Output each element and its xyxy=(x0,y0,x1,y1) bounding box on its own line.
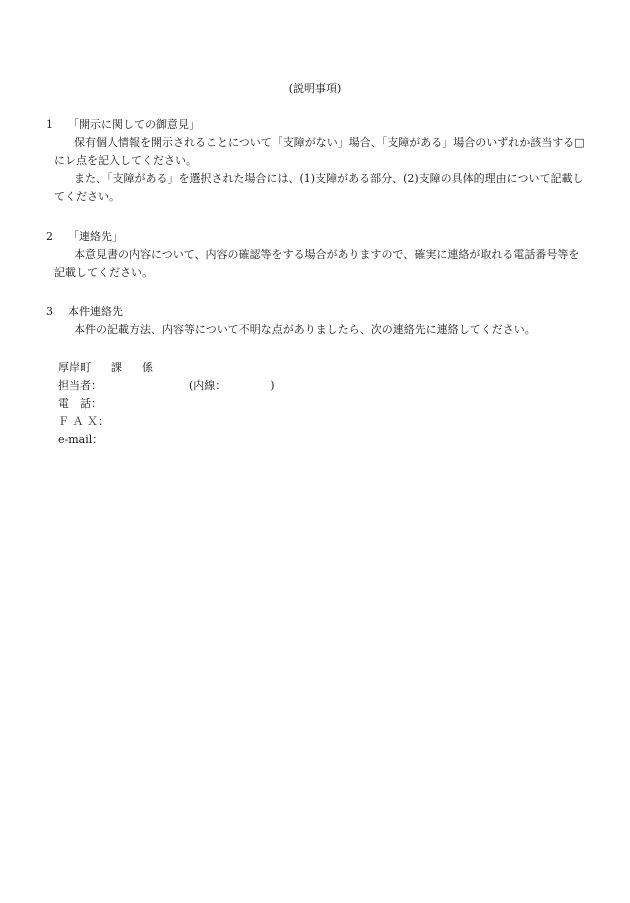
department-kakari: 係 xyxy=(142,361,153,374)
email-label: e-mail： xyxy=(58,433,104,446)
section-1-paragraph-2: また、「支障がある」を選択された場合には、(1)支障がある部分、(2)支障の具体的理由について記載してください。 xyxy=(54,172,584,203)
extension-label: (内線： xyxy=(189,379,227,392)
extension-close: ) xyxy=(270,379,275,392)
section-3-heading xyxy=(46,303,586,321)
section-3-paragraph-1: 本件の記載方法、内容等について不明な点がありましたら、次の連絡先に連絡してください。 xyxy=(74,323,536,336)
department-ka: 課 xyxy=(111,361,122,374)
contact-department-row xyxy=(58,359,153,377)
section-1 xyxy=(46,116,586,206)
contact-block xyxy=(58,359,275,449)
contact-fax-row xyxy=(58,413,153,431)
section-2-heading xyxy=(46,228,586,246)
section-1-paragraph-1: 保有個人情報を開示されることについて「支障がない」場合、「支障がある」場合のいずれか該当する□にレ点を記入してください。 xyxy=(54,136,585,167)
phone-label: 電 話： xyxy=(58,397,102,410)
section-3-number: 3 xyxy=(46,305,53,318)
section-1-number: 1 xyxy=(46,118,53,131)
contact-person-row xyxy=(58,377,275,395)
section-2-paragraph-1: 本意見書の内容について、内容の確認等をする場合がありますので、確実に連絡が取れる電話番号等を記載してください。 xyxy=(54,248,580,279)
page-title xyxy=(0,80,630,98)
fax-label: Ｆ Ａ Ｘ： xyxy=(58,415,109,428)
contact-phone-row xyxy=(58,395,153,413)
section-2-number: 2 xyxy=(46,230,53,243)
department-town: 厚岸町 xyxy=(58,361,91,374)
extension-field xyxy=(189,377,275,395)
title-text: (説明事項) xyxy=(288,82,342,95)
section-2-title: 「連絡先」 xyxy=(68,230,123,243)
section-2 xyxy=(46,228,586,282)
section-3 xyxy=(46,303,586,339)
section-1-title: 「開示に関しての御意見」 xyxy=(68,118,200,131)
contact-email-row xyxy=(58,431,153,449)
person-label: 担当者： xyxy=(58,379,102,392)
section-1-heading xyxy=(46,116,586,134)
section-3-title: 本件連絡先 xyxy=(68,305,123,318)
